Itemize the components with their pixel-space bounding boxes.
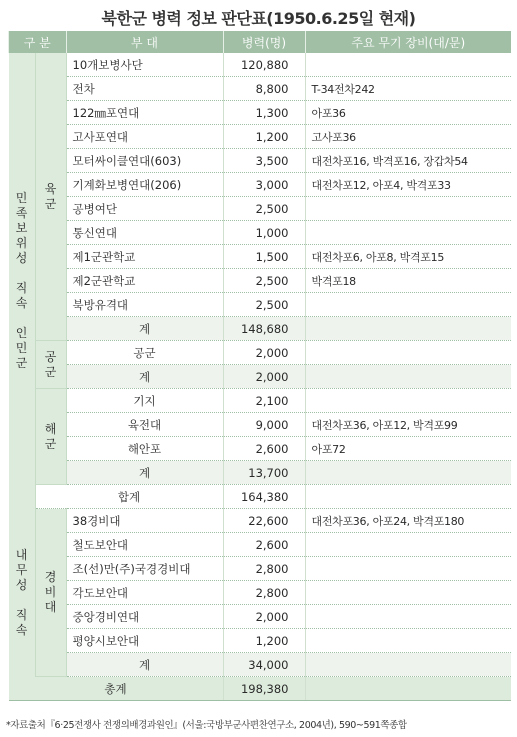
weapons-cell — [305, 653, 511, 677]
table-body — [9, 53, 512, 701]
weapons-cell — [305, 605, 511, 629]
table-row — [9, 269, 512, 293]
group-air-force-char: 공 — [44, 349, 57, 364]
strength-cell: 2,600 — [223, 533, 305, 557]
group-navy — [45, 422, 57, 452]
unit-cell: 북방유격대 — [66, 293, 223, 317]
table-row — [9, 173, 512, 197]
table-row — [9, 125, 512, 149]
group-national-army-char: 위 — [15, 235, 28, 250]
weapons-cell — [305, 461, 511, 485]
unit-cell: 전차 — [66, 77, 223, 101]
group-national-army-char: 직 — [15, 280, 28, 295]
table-title: 북한군 병력 정보 판단표(1950.6.25일 현재) — [101, 9, 416, 28]
strength-cell: 1,000 — [223, 221, 305, 245]
weapons-cell — [305, 557, 511, 581]
strength-cell: 34,000 — [223, 653, 305, 677]
unit-cell: 모터싸이클연대(603) — [66, 149, 223, 173]
strength-cell: 2,000 — [223, 365, 305, 389]
group-guard-char: 비 — [44, 585, 57, 599]
header-weapons: 주요 무기 장비(대/문) — [305, 31, 511, 53]
group-internal-affairs-char — [16, 593, 28, 608]
weapons-cell — [305, 629, 511, 653]
unit-cell: 육전대 — [66, 413, 223, 437]
table-row — [9, 53, 512, 77]
weapons-cell — [305, 293, 511, 317]
group-national-army-char: 민 — [15, 190, 28, 205]
weapons-cell — [305, 221, 511, 245]
table-row — [9, 413, 512, 437]
strength-cell: 198,380 — [223, 677, 305, 701]
group-air-force-cell — [35, 341, 66, 389]
unit-cell: 해안포 — [66, 437, 223, 461]
group-internal-affairs-char: 직 — [15, 607, 28, 622]
strength-cell: 2,000 — [223, 341, 305, 365]
weapons-cell — [305, 53, 511, 77]
table-row — [9, 245, 512, 269]
unit-cell: 고사포연대 — [66, 125, 223, 149]
strength-cell: 1,200 — [223, 125, 305, 149]
strength-cell: 3,500 — [223, 149, 305, 173]
strength-cell: 2,500 — [223, 293, 305, 317]
table-row — [9, 293, 512, 317]
table-row — [9, 317, 512, 341]
table-row — [9, 653, 512, 677]
group-internal-affairs-cell — [9, 509, 36, 677]
table-row — [9, 485, 512, 509]
table-row — [9, 533, 512, 557]
strength-cell: 2,100 — [223, 389, 305, 413]
weapons-cell — [305, 485, 511, 509]
strength-cell: 9,000 — [223, 413, 305, 437]
weapons-cell — [305, 365, 511, 389]
group-guard-cell — [35, 509, 66, 677]
table-row — [9, 341, 512, 365]
group-army-cell — [35, 53, 66, 341]
group-national-army — [16, 191, 28, 371]
group-internal-affairs-char: 내 — [15, 547, 28, 562]
group-internal-affairs — [16, 548, 28, 638]
weapons-cell: 아포36 — [305, 101, 511, 125]
table-row — [9, 677, 512, 701]
group-army-char: 육 — [44, 181, 57, 196]
group-army — [45, 182, 57, 212]
strength-cell: 2,000 — [223, 605, 305, 629]
unit-cell: 38경비대 — [66, 509, 223, 533]
unit-cell: 총계 — [9, 677, 224, 701]
group-national-army-cell — [9, 53, 36, 509]
group-national-army-char: 보 — [15, 220, 28, 235]
weapons-cell: 대전차포6, 아포8, 박격포15 — [305, 245, 511, 269]
table-row — [9, 77, 512, 101]
strength-cell: 3,000 — [223, 173, 305, 197]
unit-cell: 122㎜포연대 — [66, 101, 223, 125]
group-national-army-char: 인 — [15, 325, 28, 340]
table-row — [9, 557, 512, 581]
header-strength: 병력(명) — [223, 31, 305, 53]
table-row — [9, 581, 512, 605]
strength-cell: 22,600 — [223, 509, 305, 533]
group-guard-char: 대 — [44, 600, 57, 614]
table-row — [9, 197, 512, 221]
strength-cell: 120,880 — [223, 53, 305, 77]
weapons-cell: 고사포36 — [305, 125, 511, 149]
unit-cell: 제2군관학교 — [66, 269, 223, 293]
strength-cell: 1,200 — [223, 629, 305, 653]
strength-cell: 164,380 — [223, 485, 305, 509]
unit-cell: 기계화보병연대(206) — [66, 173, 223, 197]
unit-cell: 계 — [66, 653, 223, 677]
header-unit: 부 대 — [66, 31, 223, 53]
unit-cell: 평양시보안대 — [66, 629, 223, 653]
weapons-cell — [305, 389, 511, 413]
unit-cell: 통신연대 — [66, 221, 223, 245]
unit-cell: 철도보안대 — [66, 533, 223, 557]
group-navy-cell — [35, 389, 66, 485]
group-national-army-char — [16, 311, 28, 326]
strength-cell: 2,800 — [223, 581, 305, 605]
group-internal-affairs-char: 무 — [15, 562, 28, 577]
group-internal-affairs-char: 속 — [15, 622, 28, 637]
weapons-cell: 대전차포16, 박격포16, 장갑차54 — [305, 149, 511, 173]
weapons-cell — [305, 317, 511, 341]
strength-cell: 148,680 — [223, 317, 305, 341]
table-row — [9, 221, 512, 245]
unit-cell: 합계 — [35, 485, 223, 509]
table-row — [9, 629, 512, 653]
strength-table — [8, 31, 511, 701]
group-navy-char: 해 — [44, 421, 57, 436]
group-air-force — [45, 350, 57, 380]
unit-cell: 계 — [66, 461, 223, 485]
strength-cell: 1,500 — [223, 245, 305, 269]
group-national-army-char: 속 — [15, 295, 28, 310]
weapons-cell — [305, 341, 511, 365]
weapons-cell: T-34전차242 — [305, 77, 511, 101]
table-row — [9, 461, 512, 485]
strength-cell: 2,500 — [223, 197, 305, 221]
unit-cell: 각도보안대 — [66, 581, 223, 605]
group-national-army-char: 성 — [15, 250, 28, 265]
weapons-cell: 아포72 — [305, 437, 511, 461]
unit-cell: 공군 — [66, 341, 223, 365]
table-header-row — [9, 31, 512, 53]
unit-cell: 중앙경비연대 — [66, 605, 223, 629]
source-footnote: *자료출처『6·25전쟁사 전쟁의배경과원인』(서울:국방부군사편찬연구소, 2004년), 590~591쪽종합 — [6, 720, 407, 731]
table-row — [9, 389, 512, 413]
strength-cell: 8,800 — [223, 77, 305, 101]
unit-cell: 계 — [66, 365, 223, 389]
strength-cell: 1,300 — [223, 101, 305, 125]
table-row — [9, 437, 512, 461]
table-row — [9, 101, 512, 125]
weapons-cell: 대전차포36, 아포24, 박격포180 — [305, 509, 511, 533]
strength-cell: 13,700 — [223, 461, 305, 485]
unit-cell: 기지 — [66, 389, 223, 413]
weapons-cell: 대전차포12, 아포4, 박격포33 — [305, 173, 511, 197]
group-internal-affairs-char: 성 — [15, 577, 28, 592]
unit-cell: 공병여단 — [66, 197, 223, 221]
group-national-army-char: 군 — [15, 355, 28, 370]
weapons-cell: 박격포18 — [305, 269, 511, 293]
table-row — [9, 365, 512, 389]
group-air-force-char: 군 — [44, 364, 57, 379]
header-division: 구 분 — [9, 31, 67, 53]
table-row — [9, 605, 512, 629]
weapons-cell — [305, 581, 511, 605]
group-national-army-char — [16, 266, 28, 281]
strength-cell: 2,500 — [223, 269, 305, 293]
unit-cell: 계 — [66, 317, 223, 341]
weapons-cell — [305, 197, 511, 221]
strength-cell: 2,800 — [223, 557, 305, 581]
group-guard — [45, 570, 57, 615]
strength-cell: 2,600 — [223, 437, 305, 461]
group-navy-char: 군 — [44, 436, 57, 451]
weapons-cell: 대전차포36, 아포12, 박격포99 — [305, 413, 511, 437]
unit-cell: 10개보병사단 — [66, 53, 223, 77]
group-guard-char: 경 — [44, 570, 57, 584]
group-national-army-char: 족 — [15, 205, 28, 220]
unit-cell: 조(선)만(주)국경경비대 — [66, 557, 223, 581]
table-row — [9, 149, 512, 173]
group-national-army-char: 민 — [15, 340, 28, 355]
table-row — [9, 509, 512, 533]
unit-cell: 제1군관학교 — [66, 245, 223, 269]
weapons-cell — [305, 533, 511, 557]
group-army-char: 군 — [44, 196, 57, 211]
weapons-cell — [305, 677, 511, 701]
